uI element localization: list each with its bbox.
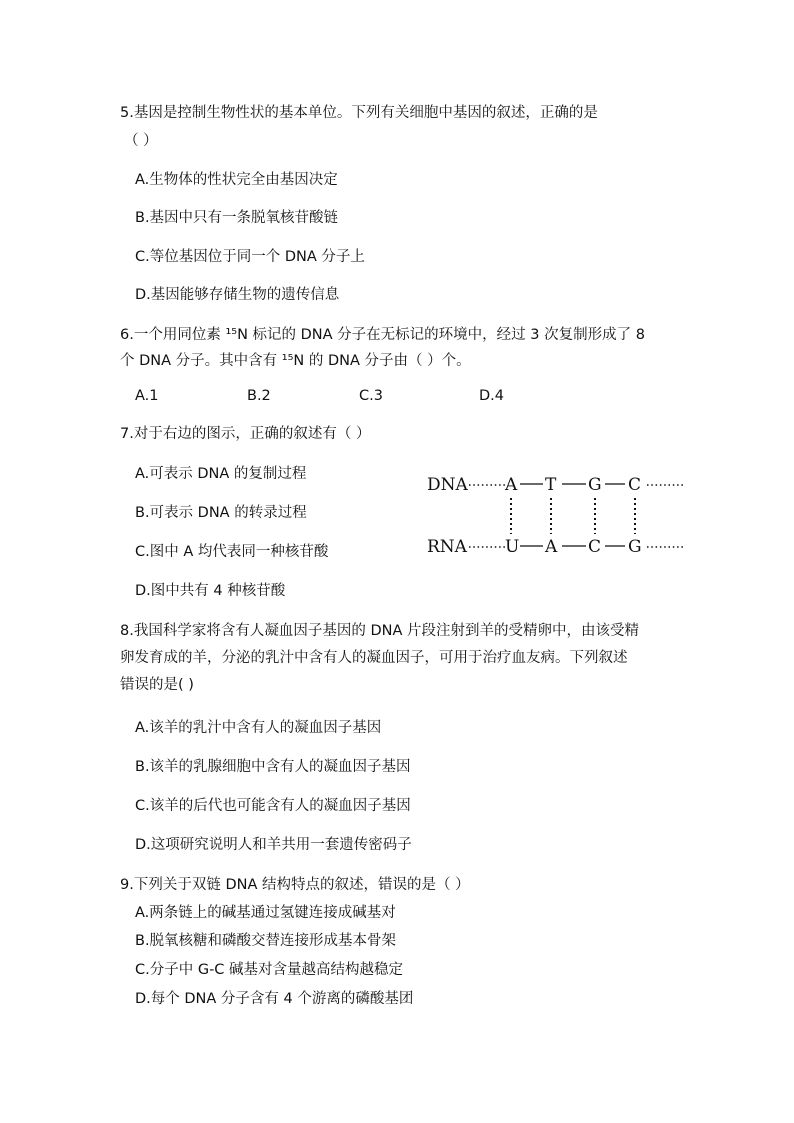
q7-option-a: A.可表示 DNA 的复制过程	[135, 466, 307, 482]
q6-option-b: B.2	[247, 388, 271, 404]
q8-option-d: D.这项研究说明人和羊共用一套遗传密码子	[135, 837, 412, 853]
q8-stem-line1: 8.我国科学家将含有人凝血因子基因的 DNA 片段注射到羊的受精卵中，由该受精	[120, 623, 639, 639]
q8-option-c: C.该羊的后代也可能含有人的凝血因子基因	[135, 798, 411, 814]
rna-base-4: G	[628, 537, 642, 557]
q6-option-a: A.1	[135, 388, 159, 404]
q6-stem-line1: 6.一个用同位素 ¹⁵N 标记的 DNA 分子在无标记的环境中，经过 3 次复制形成了 8	[120, 327, 645, 343]
dna-base-3: G	[588, 475, 602, 495]
q5-option-d: D.基因能够存储生物的遗传信息	[135, 287, 340, 303]
rna-base-3: C	[588, 537, 602, 557]
q8-option-b: B.该羊的乳腺细胞中含有人的凝血因子基因	[135, 759, 411, 775]
dna-base-2: T	[545, 475, 557, 495]
q5-stem-line2: （ ）	[124, 133, 158, 149]
q6-stem-line2: 个 DNA 分子。其中含有 ¹⁵N 的 DNA 分子由（ ）个。	[120, 353, 471, 369]
q7-stem: 7.对于右边的图示，正确的叙述有（ ）	[120, 426, 371, 442]
q6-option-c: C.3	[359, 388, 383, 404]
q9-stem: 9.下列关于双链 DNA 结构特点的叙述，错误的是（ ）	[120, 877, 470, 893]
q9-option-a: A.两条链上的碱基通过氢键连接成碱基对	[135, 905, 396, 921]
q7-option-b: B.可表示 DNA 的转录过程	[135, 505, 307, 521]
q7-option-c: C.图中 A 均代表同一种核苷酸	[135, 544, 329, 560]
q9-option-b: B.脱氧核糖和磷酸交替连接形成基本骨架	[135, 933, 397, 949]
q8-stem-line2: 卵发育成的羊，分泌的乳汁中含有人的凝血因子，可用于治疗血友病。下列叙述	[120, 650, 628, 666]
q9-option-d: D.每个 DNA 分子含有 4 个游离的磷酸基团	[135, 991, 414, 1007]
q8-option-a: A.该羊的乳汁中含有人的凝血因子基因	[135, 720, 382, 736]
q5-stem-line1: 5.基因是控制生物性状的基本单位。下列有关细胞中基因的叙述，正确的是	[120, 105, 598, 121]
q5-option-b: B.基因中只有一条脱氧核苷酸链	[135, 210, 339, 226]
rna-base-2: A	[545, 537, 558, 557]
q9-option-c: C.分子中 G-C 碱基对含量越高结构越稳定	[135, 962, 404, 978]
q8-stem-line3: 错误的是( )	[120, 677, 194, 693]
dna-base-1: A	[505, 475, 518, 495]
dna-base-4: C	[628, 475, 642, 495]
rna-base-1: U	[505, 537, 520, 557]
rna-label: RNA	[427, 537, 467, 557]
dna-label: DNA	[427, 475, 468, 495]
q5-option-a: A.生物体的性状完全由基因决定	[135, 172, 338, 188]
q5-option-c: C.等位基因位于同一个 DNA 分子上	[135, 249, 365, 265]
dna-rna-pairing-diagram	[425, 468, 695, 564]
q6-option-d: D.4	[479, 388, 504, 404]
q7-option-d: D.图中共有 4 种核苷酸	[135, 583, 286, 599]
